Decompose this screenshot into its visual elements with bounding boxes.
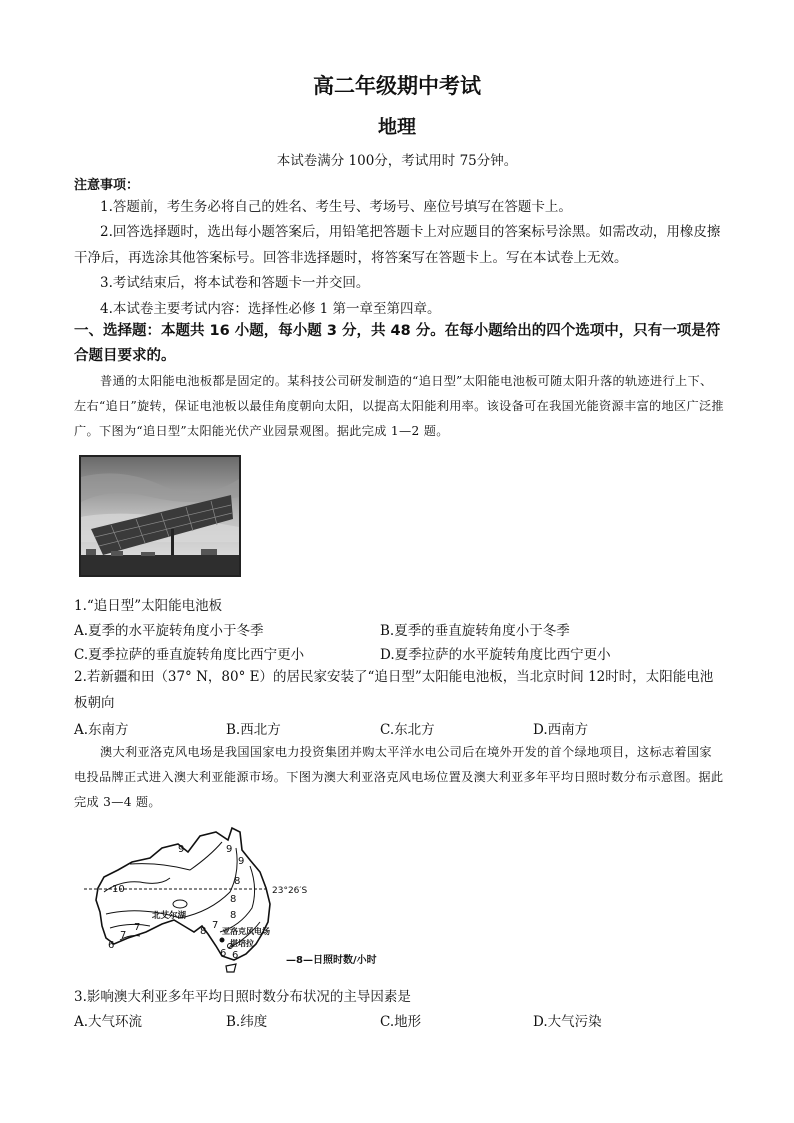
isoline-value: 7 xyxy=(134,922,141,933)
isoline-value: 9 xyxy=(178,844,185,855)
wind-farm-marker xyxy=(220,938,225,943)
q3-option-d[interactable]: D.大气污染 xyxy=(533,1014,602,1030)
q1-option-b[interactable]: B.夏季的垂直旋转角度小于冬季 xyxy=(380,623,570,639)
exam-info: 本试卷满分 100分，考试用时 75分钟。 xyxy=(276,153,518,169)
q3-option-c[interactable]: C.地形 xyxy=(380,1014,422,1030)
note-item-2: 2.回答选择题时，选出每小题答案后，用铅笔把答题卡上对应题目的答案标号涂黑。如需改动，用橡皮擦干净后，再选涂其他答案标号。回答非选择题时，将答案写在答题卡上。写在本试卷上无效。 xyxy=(74,224,721,266)
note-item-4: 4.本试卷主要考试内容：选择性必修 1 第一章至第四章。 xyxy=(100,301,441,317)
lake-label: 北艾尔湖 xyxy=(152,911,187,921)
isoline-value: 6 xyxy=(232,950,239,961)
exam-title: 高二年级期中考试 xyxy=(313,74,481,98)
isoline-value: 8 xyxy=(230,894,237,905)
isoline-value: 8 xyxy=(230,910,237,921)
australia-sunshine-map xyxy=(70,822,400,974)
isoline-value: 6 xyxy=(220,948,227,959)
q2-option-a[interactable]: A.东南方 xyxy=(74,722,129,738)
q3-option-b[interactable]: B.纬度 xyxy=(226,1014,268,1030)
isoline-value: 8 xyxy=(234,876,241,887)
map-legend: —8—日照时数/小时 xyxy=(286,955,377,966)
isoline-value: 8 xyxy=(200,926,207,937)
question-1-stem: 1.“追日型”太阳能电池板 xyxy=(74,598,223,614)
material-1: 普通的太阳能电池板都是固定的。某科技公司研发制造的“追日型”太阳能电池板可随太阳升落的轨迹进行上下、左右“追日”旋转，保证电池板以最佳角度朝向太阳，以提高太阳能利用率。该设备可在我国光能资源丰富的地区广泛推广。下图为“追日型”太阳能光伏产业园景观图。据此完成 1—2 题。 xyxy=(74,374,724,438)
q2-option-b[interactable]: B.西北方 xyxy=(226,722,281,738)
q1-option-d[interactable]: D.夏季拉萨的水平旋转角度比西宁更小 xyxy=(380,647,611,663)
isoline-value: 6 xyxy=(108,940,115,951)
material-2: 澳大利亚洛克风电场是我国国家电力投资集团并购太平洋水电公司后在境外开发的首个绿地项目，这标志着国家电投品牌正式进入澳大利亚能源市场。下图为澳大利亚洛克风电场位置及澳大利亚多年平均日照时数分布示意图。据此完成 3—4 题。 xyxy=(74,745,724,809)
solar-panel-photo xyxy=(79,455,241,577)
question-3-stem: 3.影响澳大利亚多年平均日照时数分布状况的主导因素是 xyxy=(74,989,411,1005)
isoline-value: 7 xyxy=(120,930,127,941)
q1-option-c[interactable]: C.夏季拉萨的垂直旋转角度比西宁更小 xyxy=(74,647,305,663)
section-heading: 一、选择题：本题共 16 小题，每小题 3 分，共 48 分。在每小题给出的四个选项中，只有一项是符合题目要求的。 xyxy=(74,323,721,364)
isoline-value: 9 xyxy=(226,844,233,855)
solar-tracker-image xyxy=(81,457,239,575)
isoline-value: 10 xyxy=(112,884,125,895)
notes-heading: 注意事项： xyxy=(74,178,140,193)
wind-farm-label: 亚洛克风电场 xyxy=(222,927,270,936)
q3-option-a[interactable]: A.大气环流 xyxy=(74,1014,143,1030)
note-item-3: 3.考试结束后，将本试卷和答题卡一并交回。 xyxy=(100,275,370,291)
note-item-1: 1.答题前，考生务必将自己的姓名、考生号、考场号、座位号填写在答题卡上。 xyxy=(100,199,572,215)
q2-option-c[interactable]: C.东北方 xyxy=(380,722,435,738)
isoline-value: 7 xyxy=(212,920,219,931)
q2-option-d[interactable]: D.西南方 xyxy=(533,722,589,738)
subject-title: 地理 xyxy=(377,116,416,138)
question-2-stem: 2.若新疆和田（37° N，80° E）的居民家安装了“追日型”太阳能电池板，当北京时间 12时时，太阳能电池板朝向 xyxy=(74,669,714,711)
canberra-label: 堪培拉 xyxy=(230,939,254,948)
isoline-value: 9 xyxy=(238,856,245,867)
tropic-label: 23°26′S xyxy=(272,886,308,896)
q1-option-a[interactable]: A.夏季的水平旋转角度小于冬季 xyxy=(74,623,264,639)
lake-eyre-shape xyxy=(173,900,187,908)
